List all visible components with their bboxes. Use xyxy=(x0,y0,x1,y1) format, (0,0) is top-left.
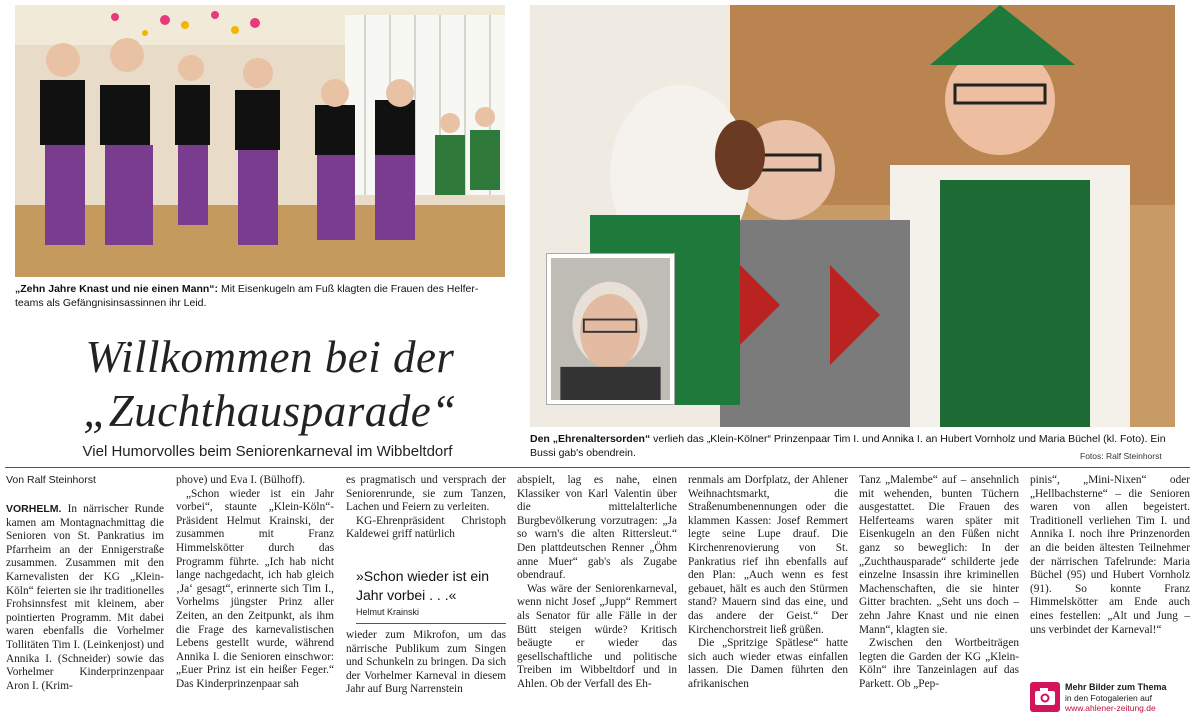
article-byline: Von Ralf Steinhorst xyxy=(6,474,96,486)
paragraph-2: phove) und Eva I. (Bülhoff). xyxy=(176,474,306,486)
pull-quote-author: Helmut Krainski xyxy=(356,607,420,617)
article-subheadline: Viel Humorvolles beim Seniorenkarneval im Wibbeltdorf xyxy=(82,443,453,460)
article-dateline: VORHELM. xyxy=(6,503,62,515)
promo-subtitle: in den Fotogalerien auf xyxy=(1065,693,1152,703)
headline-line-1: Willkommen bei der xyxy=(85,332,455,382)
photo-prison-parade xyxy=(15,5,505,277)
article-headline xyxy=(30,330,510,438)
article-column-6 xyxy=(859,474,1019,692)
inset-portrait xyxy=(547,254,674,404)
paragraph-8: Was wäre der Seniorenkarneval, wenn nicht Josef „Jupp“ Remmert als Senator für alle Fälle in der Bütt steigen würde? Kritisch beäugte er wieder das gesellschaftliche und politische Treiben im Wibbeltdorf und in Ahlen. Ob der Verfall des Eh- xyxy=(517,582,677,690)
pull-quote xyxy=(356,567,508,617)
quote-rule xyxy=(356,623,506,624)
article-column-3 xyxy=(346,474,506,542)
article-column-5 xyxy=(688,474,848,692)
pull-quote-text: »Schon wieder ist ein Jahr vorbei . . .« xyxy=(356,568,490,603)
paragraph-11: Tanz „Malembe“ auf – ansehnlich mit wehenden, bunten Tüchern ausgestattet. Die Frauen des Helferteams waren später mit Eisenkugeln an den Füßen nicht ganz so beweglich: In der „Zuchthausparade“ schilderte jede einzelne Insassin ihre kriminellen Machenschaften, die sie hinter Gitter brachten. „Seht uns doch – zehn Jahre Knast und nie einen Mann“, klagten sie. xyxy=(859,474,1019,636)
article-column-3-bottom xyxy=(346,629,506,697)
article-column-4 xyxy=(517,474,677,692)
article-column-1 xyxy=(6,503,164,693)
article-column-2 xyxy=(176,474,334,692)
paragraph-10: Die „Spritzige Spätlese“ hatte sich auch wieder etwas einfallen lassen. Die Damen führten den afrikanischen xyxy=(688,637,848,690)
paragraph-3: „Schon wieder ist ein Jahr vorbei“, staunte „Klein-Köln“-Präsident Helmut Krainski, der zusammen mit Franz Himmelskötter durch das Programm führte. „Ich hab nicht lange nachgedacht, ich hab gleich ‚Ja‘ gesagt“, erinnerte sich Tim I., Vorhelms jüngster Prinz aller Zeiten, an den Zeitpunkt, als ihm die Frage des karnevalistischen Lebens gestellt wurde, während Annika I. die Senioren einschwor: „Euer Prinz ist ein heißer Feger.“ Das Kinderprinzenpaar sah xyxy=(176,487,334,690)
paragraph-1 xyxy=(6,503,164,693)
photo-left-caption xyxy=(15,282,505,310)
camera-icon xyxy=(1030,682,1060,712)
paragraph-1-text: In närrischer Runde kamen am Montagnachmittag die Senioren von St. Pankratius im Pfarrheim an der Ennigerstraße zusammen. Zusammen mit den Karnevalisten der KG „Klein-Köln“ feierten sie ihr traditionelles Frohsinnsfest mit kleinem, aber pointierten Programm. Mit dabei waren ebenfalls die Vorhelmer Tollitäten Tim I. (Leinkenjost) und Annika I. (Schneider) sowie das Vorhelmer Kinderprinzenpaar Aron I. (Krim- xyxy=(6,503,164,692)
article-column-7 xyxy=(1030,474,1190,637)
photo-left-caption-bold: „Zehn Jahre Knast und nie einen Mann“: xyxy=(15,283,219,295)
promo-title: Mehr Bilder zum Thema xyxy=(1065,682,1167,692)
paragraph-13: pinis“, „Mini-Nixen“ oder „Hellbachsterne“ – die Senioren waren von allen begeistert. Traditionell verliehen Tim I. und Annika I. noch ihre Prinzenorden an die beiden ältesten Teilnehmer der närrischen Tafelrunde: Maria Büchel (95) und Hubert Vornholz (91). So konnte Franz Himmelskötter am Ende auch eines festellen: „Alt und Jung – uns verbindet der Karneval!“ xyxy=(1030,474,1190,636)
promo-photo-gallery[interactable] xyxy=(1030,682,1195,722)
photo-left-caption-text: Mit Eisenkugeln am Fuß klagten die Frauen des Helfer-teams als Gefängnisinsassinnen ihr Leid. xyxy=(15,283,479,309)
photo-right-caption-text: verlieh das „Klein-Kölner“ Prinzenpaar Tim I. und Annika I. an Hubert Vornholz und Maria Büchel (kl. Foto). Ein Bussi gab's obendrein. xyxy=(530,433,1166,459)
paragraph-6: wieder zum Mikrofon, um das närrische Publikum zum Singen und Schunkeln zu bringen. Da sich der Vorhelmer Karneval in diesem Jahr auf Burg Narrenstein xyxy=(346,629,506,696)
paragraph-4: es pragmatisch und versprach der Seniorenrunde, sie zum Tanzen, Lachen und Feiern zu verleiten. xyxy=(346,474,506,514)
promo-link[interactable]: www.ahlener-zeitung.de xyxy=(1065,703,1156,713)
photo-right-caption-bold: Den „Ehrenaltersorden“ xyxy=(530,433,651,445)
paragraph-5: KG-Ehrenpräsident Christoph Kaldewei griff natürlich xyxy=(346,514,506,541)
paragraph-7: abspielt, lag es nahe, einen Klassiker von Karl Valentin über die mittelalterliche Burgbevölkerung vorzutragen: „Ja so warn's die alten Rittersleut.“ Den plattdeutschen Renner „Öhm anne Muer“ gab's als Zugabe obendrauf. xyxy=(517,474,677,582)
paragraph-12: Zwischen den Wortbeiträgen legten die Garden der KG „Klein-Köln“ ihre Tanzeinlagen auf das Parkett. Ob „Pep- xyxy=(859,637,1019,690)
headline-line-2: „Zuchthausparade“ xyxy=(83,386,457,436)
top-rule xyxy=(5,467,1190,468)
photo-right-caption xyxy=(530,432,1175,460)
photo-credit: Fotos: Ralf Steinhorst xyxy=(1080,451,1162,461)
paragraph-9: renmals am Dorfplatz, der Ahlener Weihnachtsmarkt, die Straßenumbenennungen oder die klammen Kassen: Josef Remmert legte seine Lupe drauf. Die Kirchenrenovierung von St. Pankratius rief ihn ebenfalls auf den Plan: „Auch wenn es fest gebauet, hält es auch den Stürmen stand? Mauern sind das eine, und das andere der Geist.“ Der Kirchenchorstreit ließ grüßen. xyxy=(688,474,848,636)
